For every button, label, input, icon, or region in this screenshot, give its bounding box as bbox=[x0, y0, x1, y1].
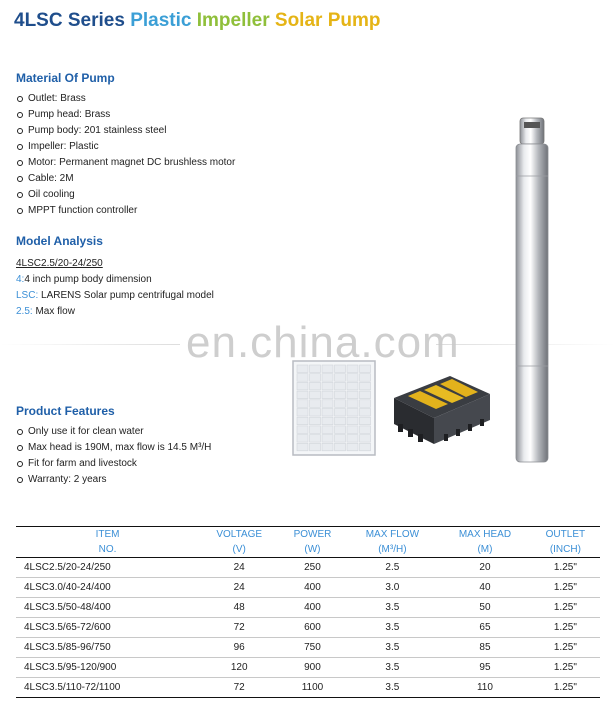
table-cell: 1.25" bbox=[531, 578, 600, 598]
solar-cell bbox=[297, 374, 308, 382]
solar-cell bbox=[297, 409, 308, 417]
model-key: 2.5: bbox=[16, 306, 33, 317]
page-title bbox=[14, 10, 380, 32]
model-heading: Model Analysis bbox=[16, 234, 103, 248]
table-row bbox=[16, 618, 600, 638]
table-cell: 24 bbox=[199, 558, 279, 578]
solar-cell bbox=[335, 382, 346, 390]
table-cell: 50 bbox=[439, 598, 531, 618]
table-cell: 3.0 bbox=[346, 578, 440, 598]
table-cell: 4LSC2.5/20-24/250 bbox=[16, 558, 199, 578]
solar-cell bbox=[360, 409, 371, 417]
table-header: ITEM bbox=[16, 527, 199, 543]
list-item: Fit for farm and livestock bbox=[16, 456, 211, 472]
table-cell: 72 bbox=[199, 618, 279, 638]
model-line-size bbox=[16, 272, 214, 288]
title-impeller: Impeller bbox=[196, 10, 270, 31]
table-cell: 4LSC3.0/40-24/400 bbox=[16, 578, 199, 598]
table-row bbox=[16, 638, 600, 658]
title-solar-pump: Solar Pump bbox=[274, 10, 381, 31]
solar-cell bbox=[335, 374, 346, 382]
solar-cell bbox=[310, 426, 321, 434]
table-cell: 1.25" bbox=[531, 638, 600, 658]
model-line-series bbox=[16, 288, 214, 304]
watermark: en.china.com bbox=[186, 318, 460, 367]
model-code: 4LSC2.5/20-24/250 bbox=[16, 258, 103, 269]
solar-cell bbox=[347, 374, 358, 382]
solar-cell bbox=[335, 400, 346, 408]
table-cell: 48 bbox=[199, 598, 279, 618]
solar-cell bbox=[347, 400, 358, 408]
solar-cell bbox=[322, 409, 333, 417]
table-header-unit: (M³/H) bbox=[346, 542, 440, 558]
specs-table bbox=[16, 526, 600, 698]
solar-cell bbox=[360, 435, 371, 443]
solar-cell bbox=[360, 400, 371, 408]
model-key: 4: bbox=[16, 274, 25, 285]
solar-cell bbox=[322, 435, 333, 443]
solar-cell bbox=[335, 443, 346, 451]
table-header-unit: NO. bbox=[16, 542, 199, 558]
table-cell: 3.5 bbox=[346, 678, 440, 698]
list-item: Outlet: Brass bbox=[16, 91, 235, 107]
model-key: LSC: bbox=[16, 290, 39, 301]
table-cell: 4LSC3.5/50-48/400 bbox=[16, 598, 199, 618]
solar-cell bbox=[360, 382, 371, 390]
table-cell: 3.5 bbox=[346, 638, 440, 658]
title-plastic: Plastic bbox=[130, 10, 192, 31]
table-cell: 1.25" bbox=[531, 678, 600, 698]
solar-cell bbox=[297, 435, 308, 443]
table-cell: 1.25" bbox=[531, 558, 600, 578]
solar-cell bbox=[335, 409, 346, 417]
table-cell: 4LSC3.5/95-120/900 bbox=[16, 658, 199, 678]
list-item: Impeller: Plastic bbox=[16, 139, 235, 155]
table-header-unit: (W) bbox=[279, 542, 345, 558]
table-cell: 600 bbox=[279, 618, 345, 638]
table-cell: 750 bbox=[279, 638, 345, 658]
table-cell: 1100 bbox=[279, 678, 345, 698]
features-list bbox=[16, 424, 211, 488]
table-cell: 72 bbox=[199, 678, 279, 698]
solar-cell bbox=[310, 409, 321, 417]
table-cell: 1.25" bbox=[531, 658, 600, 678]
solar-cell bbox=[335, 426, 346, 434]
solar-cell bbox=[360, 443, 371, 451]
table-row bbox=[16, 598, 600, 618]
solar-cell bbox=[347, 435, 358, 443]
solar-cell bbox=[310, 400, 321, 408]
table-header-unit: (V) bbox=[199, 542, 279, 558]
table-cell: 3.5 bbox=[346, 658, 440, 678]
table-cell: 400 bbox=[279, 578, 345, 598]
table-cell: 110 bbox=[439, 678, 531, 698]
solar-cell bbox=[310, 374, 321, 382]
table-cell: 85 bbox=[439, 638, 531, 658]
table-cell: 95 bbox=[439, 658, 531, 678]
table-row bbox=[16, 578, 600, 598]
table-header: MAX FLOW bbox=[346, 527, 440, 543]
table-cell: 24 bbox=[199, 578, 279, 598]
table-cell: 40 bbox=[439, 578, 531, 598]
list-item: Max head is 190M, max flow is 14.5 M³/H bbox=[16, 440, 211, 456]
table-cell: 20 bbox=[439, 558, 531, 578]
solar-cell bbox=[322, 417, 333, 425]
solar-cell bbox=[347, 409, 358, 417]
solar-cell bbox=[297, 391, 308, 399]
solar-cell bbox=[310, 382, 321, 390]
model-value: Max flow bbox=[32, 306, 75, 317]
solar-cell bbox=[297, 400, 308, 408]
solar-cell bbox=[322, 391, 333, 399]
table-cell: 4LSC3.5/65-72/600 bbox=[16, 618, 199, 638]
table-cell: 4LSC3.5/110-72/1100 bbox=[16, 678, 199, 698]
list-item: Oil cooling bbox=[16, 187, 235, 203]
table-header: POWER bbox=[279, 527, 345, 543]
table-cell: 2.5 bbox=[346, 558, 440, 578]
list-item: Cable: 2M bbox=[16, 171, 235, 187]
table-cell: 4LSC3.5/85-96/750 bbox=[16, 638, 199, 658]
table-header: OUTLET bbox=[531, 527, 600, 543]
solar-panel-image bbox=[292, 360, 376, 456]
table-row bbox=[16, 558, 600, 578]
solar-cell bbox=[360, 391, 371, 399]
watermark-line-left bbox=[0, 344, 180, 345]
material-list bbox=[16, 91, 235, 219]
solar-cell bbox=[322, 400, 333, 408]
table-cell: 900 bbox=[279, 658, 345, 678]
solar-cell bbox=[310, 435, 321, 443]
model-line-flow bbox=[16, 304, 214, 320]
solar-cell bbox=[310, 391, 321, 399]
solar-cell bbox=[322, 374, 333, 382]
solar-cell bbox=[347, 417, 358, 425]
solar-cell bbox=[297, 426, 308, 434]
solar-cell bbox=[335, 435, 346, 443]
model-analysis bbox=[16, 256, 214, 320]
table-cell: 3.5 bbox=[346, 618, 440, 638]
list-item: Pump body: 201 stainless steel bbox=[16, 123, 235, 139]
solar-cell bbox=[322, 443, 333, 451]
model-value: LARENS Solar pump centrifugal model bbox=[38, 290, 214, 301]
solar-cell bbox=[322, 426, 333, 434]
table-header: VOLTAGE bbox=[199, 527, 279, 543]
model-value: 4 inch pump body dimension bbox=[24, 274, 152, 285]
list-item: Pump head: Brass bbox=[16, 107, 235, 123]
solar-cell bbox=[347, 382, 358, 390]
pump-image bbox=[510, 116, 554, 466]
table-cell: 250 bbox=[279, 558, 345, 578]
table-header-unit: (M) bbox=[439, 542, 531, 558]
solar-cell bbox=[310, 417, 321, 425]
table-header-unit: (INCH) bbox=[531, 542, 600, 558]
table-cell: 96 bbox=[199, 638, 279, 658]
solar-cell bbox=[335, 417, 346, 425]
table-header: MAX HEAD bbox=[439, 527, 531, 543]
list-item: Motor: Permanent magnet DC brushless motor bbox=[16, 155, 235, 171]
solar-cell bbox=[322, 382, 333, 390]
solar-cell bbox=[360, 417, 371, 425]
solar-cell bbox=[335, 391, 346, 399]
title-series: 4LSC Series bbox=[14, 10, 125, 31]
solar-cell bbox=[297, 382, 308, 390]
solar-cell bbox=[347, 391, 358, 399]
table-cell: 65 bbox=[439, 618, 531, 638]
solar-cell bbox=[347, 426, 358, 434]
material-heading: Material Of Pump bbox=[16, 71, 115, 85]
solar-cell bbox=[310, 443, 321, 451]
table-cell: 400 bbox=[279, 598, 345, 618]
solar-cell bbox=[297, 417, 308, 425]
solar-cell bbox=[347, 443, 358, 451]
table-cell: 1.25" bbox=[531, 618, 600, 638]
table-cell: 1.25" bbox=[531, 598, 600, 618]
controller-image bbox=[386, 368, 494, 452]
list-item: Only use it for clean water bbox=[16, 424, 211, 440]
solar-cell bbox=[360, 374, 371, 382]
features-heading: Product Features bbox=[16, 404, 115, 418]
table-row bbox=[16, 678, 600, 698]
table-cell: 120 bbox=[199, 658, 279, 678]
solar-cell bbox=[360, 426, 371, 434]
list-item: Warranty: 2 years bbox=[16, 472, 211, 488]
table-row bbox=[16, 658, 600, 678]
table-cell: 3.5 bbox=[346, 598, 440, 618]
list-item: MPPT function controller bbox=[16, 203, 235, 219]
solar-cell bbox=[297, 443, 308, 451]
